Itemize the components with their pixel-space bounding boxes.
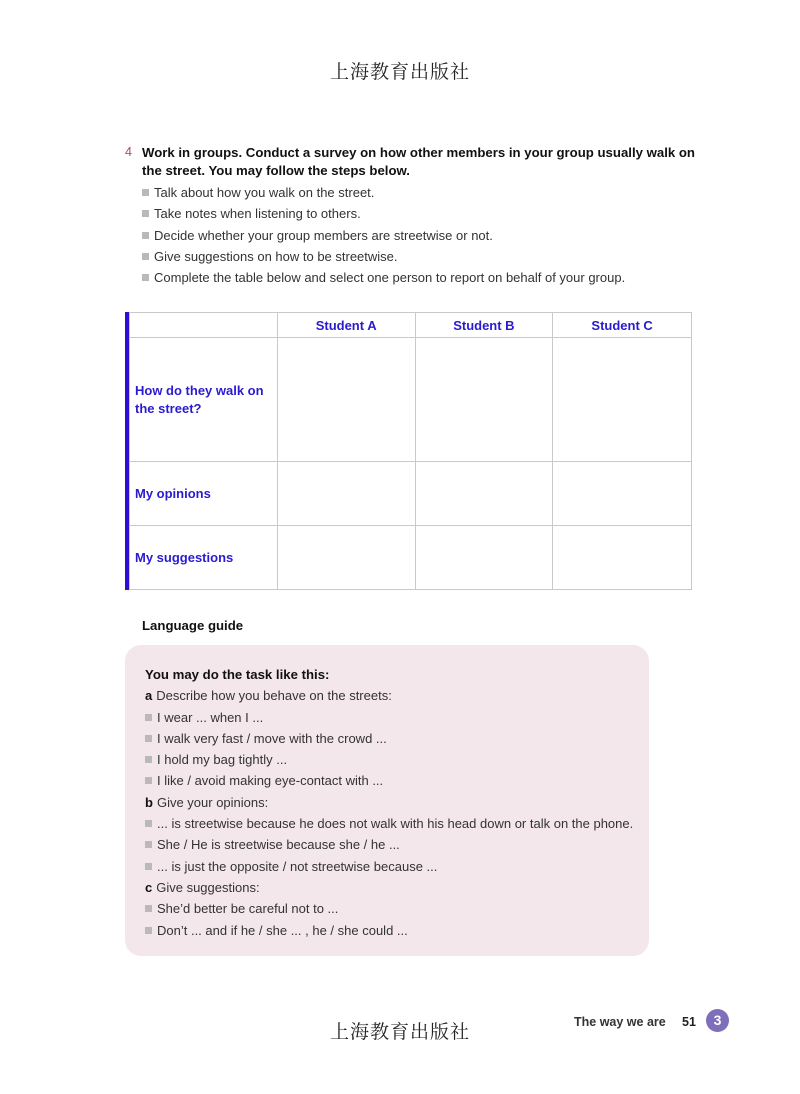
guide-item	[145, 813, 633, 834]
guide-item	[145, 856, 633, 877]
guide-item-text: She’d better be careful not to ...	[157, 901, 339, 917]
language-guide-heading: Language guide	[142, 618, 244, 633]
column-header-student-b: Student B	[415, 313, 553, 338]
square-bullet-icon	[145, 841, 152, 848]
guide-item	[145, 920, 633, 941]
table-header-row	[130, 313, 692, 338]
guide-item	[145, 898, 633, 919]
guide-item-text: She / He is streetwise because she / he ...	[157, 837, 400, 853]
task-4	[125, 144, 705, 288]
steps-list	[142, 182, 705, 288]
answer-cell[interactable]	[415, 338, 553, 462]
row-label-line: How do they walk on	[135, 382, 264, 398]
answer-cell[interactable]	[277, 526, 415, 590]
section-title: Describe how you behave on the streets:	[156, 688, 392, 704]
step-text: Talk about how you walk on the street.	[154, 185, 375, 200]
column-header-student-a: Student A	[277, 313, 415, 338]
section-letter: a	[145, 688, 153, 704]
section-letter: c	[145, 879, 153, 895]
guide-section-heading	[145, 792, 633, 813]
language-guide-content	[145, 664, 633, 941]
row-label-opinions	[130, 462, 278, 526]
table-row	[130, 526, 692, 590]
guide-item-text: I hold my bag tightly ...	[157, 752, 288, 768]
answer-cell[interactable]	[415, 526, 553, 590]
square-bullet-icon	[145, 714, 152, 721]
square-bullet-icon	[145, 863, 152, 870]
task-instruction	[142, 144, 705, 180]
row-label-walk	[130, 338, 278, 462]
table-corner-cell	[130, 313, 278, 338]
section-letter: b	[145, 794, 153, 810]
row-label-suggestions	[130, 526, 278, 590]
language-guide-box	[125, 645, 649, 956]
guide-section-heading	[145, 877, 633, 898]
answer-cell[interactable]	[553, 462, 692, 526]
square-bullet-icon	[145, 820, 152, 827]
step-text: Give suggestions on how to be streetwise.	[154, 248, 398, 264]
square-bullet-icon	[142, 210, 149, 217]
square-bullet-icon	[142, 189, 149, 196]
square-bullet-icon	[145, 756, 152, 763]
step-item	[142, 182, 705, 203]
unit-number-badge: 3	[706, 1009, 729, 1032]
guide-item	[145, 707, 633, 728]
column-header-student-c: Student C	[553, 313, 692, 338]
row-label-line: the street?	[135, 400, 202, 416]
step-text: Decide whether your group members are streetwise or not.	[154, 227, 493, 243]
square-bullet-icon	[145, 905, 152, 912]
step-item	[142, 246, 705, 267]
step-item	[142, 267, 705, 288]
row-label-line: My suggestions	[135, 549, 234, 565]
step-text: Take notes when listening to others.	[154, 206, 361, 222]
square-bullet-icon	[142, 253, 149, 260]
survey-table	[125, 312, 692, 590]
guide-item	[145, 834, 633, 855]
square-bullet-icon	[145, 735, 152, 742]
step-item	[142, 225, 705, 246]
guide-item-text: ... is just the opposite / not streetwise because ...	[157, 858, 438, 874]
answer-cell[interactable]	[553, 338, 692, 462]
table-row	[130, 462, 692, 526]
guide-item-text: ... is streetwise because he does not walk with his head down or talk on the phone.	[157, 816, 634, 832]
task-instruction-line: Work in groups. Conduct a survey on how other members in your group usually walk on	[142, 145, 695, 160]
answer-cell[interactable]	[553, 526, 692, 590]
guide-intro: You may do the task like this:	[145, 667, 330, 682]
unit-title: The way we are	[574, 1015, 666, 1029]
square-bullet-icon	[145, 927, 152, 934]
guide-item-text: Don’t ... and if he / she ... , he / she could ...	[157, 922, 408, 938]
guide-item-text: I like / avoid making eye-contact with ...	[157, 773, 384, 789]
guide-item-text: I walk very fast / move with the crowd ...	[157, 730, 387, 746]
guide-item	[145, 728, 633, 749]
guide-item	[145, 770, 633, 791]
task-number: 4	[125, 145, 132, 159]
step-item	[142, 203, 705, 224]
guide-item-text: I wear ... when I ...	[157, 709, 264, 725]
section-title: Give suggestions:	[156, 879, 260, 895]
publisher-watermark-bottom: 上海教育出版社	[329, 1021, 470, 1043]
task-instruction-line: the street. You may follow the steps below.	[142, 163, 410, 178]
publisher-watermark-top: 上海教育出版社	[329, 61, 470, 83]
square-bullet-icon	[142, 274, 149, 281]
section-title: Give your opinions:	[156, 794, 269, 810]
page-number: 51	[682, 1015, 696, 1029]
guide-section-heading	[145, 685, 633, 706]
square-bullet-icon	[142, 232, 149, 239]
guide-item	[145, 749, 633, 770]
answer-cell[interactable]	[277, 462, 415, 526]
answer-cell[interactable]	[415, 462, 553, 526]
square-bullet-icon	[145, 777, 152, 784]
table-row	[130, 338, 692, 462]
answer-cell[interactable]	[277, 338, 415, 462]
step-text: Complete the table below and select one person to report on behalf of your group.	[154, 270, 626, 286]
row-label-line: My opinions	[135, 485, 211, 501]
